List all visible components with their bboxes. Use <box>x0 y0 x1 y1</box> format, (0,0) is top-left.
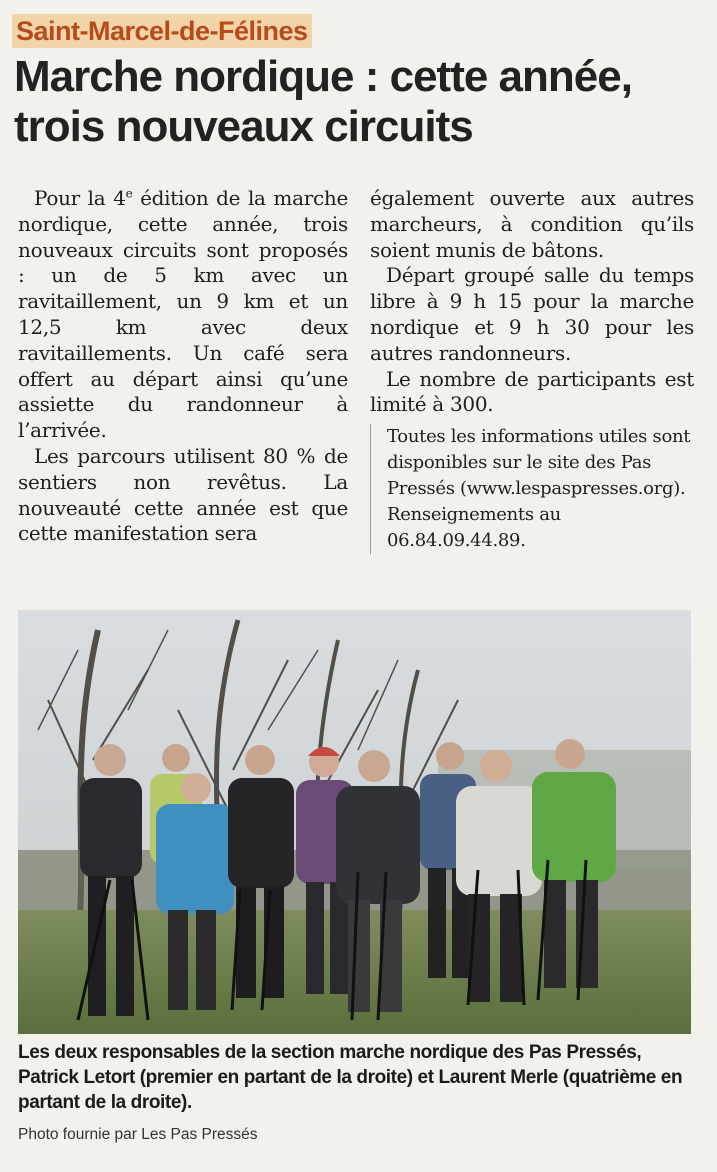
article-column-left <box>18 186 348 547</box>
ordinal-superscript: e <box>125 186 133 201</box>
paragraph-3: Départ groupé salle du temps libre à 9 h 15 pour la marche nordique et 9 h 30 pour les autres randonneurs. <box>370 263 694 365</box>
paragraph-1 <box>18 186 348 444</box>
info-box: Toutes les informations utiles sont disponibles sur le site des Pas Pressés (www.lespaspresses.org). Renseignements au 06.84.09.44.89. <box>370 424 694 554</box>
paragraph-1-rest: édition de la marche nordique, cette année, trois nouveaux circuits sont proposés : un de 5 km avec un ravitaillement, un 9 km et un 12,5 km avec deux ravitaillements. Un café sera offert au départ ainsi qu’une assiette du randonneur à l’arrivée. <box>18 186 348 443</box>
paragraph-4: Le nombre de participants est limité à 300. <box>370 366 694 417</box>
article-headline: Marche nordique : cette année, trois nouveaux circuits <box>14 52 632 151</box>
article-location-kicker: Saint-Marcel-de-Félines <box>12 14 312 48</box>
paragraph-1-start: Pour la 4 <box>34 186 126 210</box>
paragraph-2-continued: également ouverte aux autres marcheurs, à condition qu’ils soient munis de bâtons. <box>370 186 694 262</box>
group-photo <box>18 610 691 1034</box>
article-column-right <box>370 186 694 554</box>
photo-credit: Photo fournie par Les Pas Pressés <box>18 1126 258 1143</box>
photo-caption: Les deux responsables de la section marche nordique des Pas Pressés, Patrick Letort (premier en partant de la droite) et Laurent Merle (quatrième en partant de la droite). <box>18 1042 683 1113</box>
group-photo-illustration <box>18 610 691 1034</box>
paragraph-2: Les parcours utilisent 80 % de sentiers non revêtus. La nouveauté cette année est que cette manifestation sera <box>18 443 348 546</box>
